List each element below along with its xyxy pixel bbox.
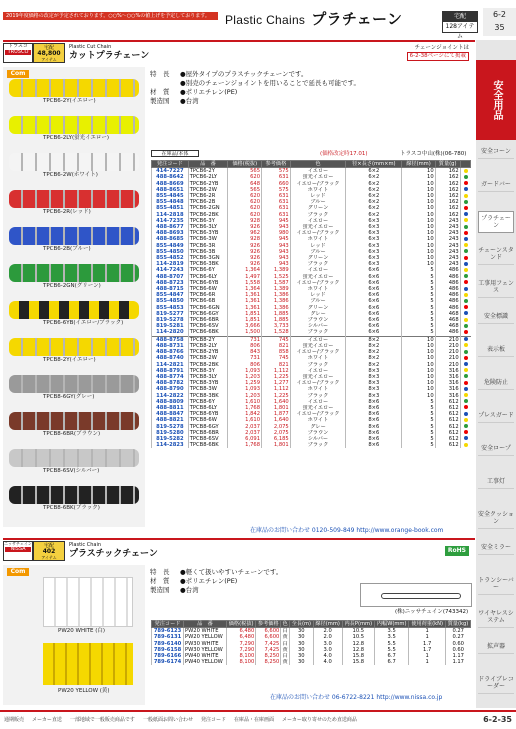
- stock-dot-icon: [464, 381, 468, 385]
- table-row: 855-4850 TPCB6-6B 1,361 1,386 ブルー 6×6 5 486: [152, 298, 471, 304]
- item-code-box-2: 宅配 402 アイテム: [33, 541, 65, 561]
- column-header: 内幅W(mm): [374, 621, 408, 628]
- product-block-trusco: [3, 40, 475, 64]
- table-row: 488-8791 TPCB8-3Y 1,093 1,112 イエロー 8×3 10 316: [152, 368, 471, 374]
- stock-dot-icon: [464, 387, 468, 391]
- nissa-contact: 在庫品のお問い合わせ 06-6722-8221 http://www.nissa.co.jp: [270, 694, 443, 701]
- stock-dot-icon: [464, 324, 468, 328]
- chain-sample-label: TPCB8-6SV(シルバー): [43, 468, 100, 474]
- table-row: 114-2823 TPCB8-6BK 1,768 1,801 ブラック 8×6 5 612: [152, 442, 471, 448]
- sidebar-tab[interactable]: ワイヤレスシステム: [478, 607, 514, 628]
- stock-dot-icon: [464, 318, 468, 322]
- stock-dot-icon: [464, 194, 468, 198]
- yellow-chain-image: [43, 643, 133, 685]
- table-row: 819-5282 TPCB8-6SV 6,091 6,185 シルバー 8×6 5 612: [152, 436, 471, 442]
- table-row: 855-4847 TPCB6-6R 1,361 1,386 レッド 6×6 5 486: [152, 292, 471, 298]
- feature-row: 特 長 ●屋外タイプのプラスチックチェーンです。: [150, 70, 308, 78]
- column-header: 価格(税抜): [227, 621, 256, 628]
- column-header: 価格(税抜): [228, 161, 262, 168]
- stock-dot-icon: [464, 287, 468, 291]
- table-row: 488-8723 TPCB6-6YB 1,558 1,587 イエロー/ブラック 6×6 5 486: [152, 280, 471, 286]
- table-row: 114-2819 TPCB6-3BK 926 943 ブラック 6×3 10 243: [152, 261, 471, 267]
- chain-sample-label: TPCB6-2GN(グリーン): [43, 283, 101, 289]
- sidebar-tab[interactable]: 工事用フェンス: [478, 277, 514, 298]
- stock-dot-icon: [464, 256, 468, 260]
- stock-dot-icon: [464, 243, 468, 247]
- stock-dot-icon: [464, 337, 468, 341]
- stock-dot-icon: [464, 187, 468, 191]
- column-header: 色: [282, 621, 288, 627]
- chain-sample-image: [9, 486, 139, 504]
- table-row: 819-5278 TPCB6-6BR 1,851 1,885 ブラウン 6×6 5 468: [152, 317, 471, 323]
- feature-row: 特 長 ●軽くて扱いやすいチェーンです。: [150, 568, 283, 576]
- stock-dot-icon: [464, 443, 468, 447]
- stock-dot-icon: [464, 249, 468, 253]
- page-number-tab: 6-2 35: [483, 8, 516, 36]
- sidebar-tab[interactable]: ドライブレコーダー: [478, 673, 514, 694]
- table-row: 488-8847 TPCB8-6YB 1,842 1,877 イエロー/ブラック 8×6 5 612: [152, 411, 471, 417]
- chain-sample-image: [9, 79, 139, 97]
- stock-dot-icon: [464, 350, 468, 354]
- chain-sample-image: [9, 227, 139, 245]
- stock-dot-icon: [464, 305, 468, 309]
- sidebar-tab[interactable]: トランシーバー: [478, 574, 514, 595]
- table-row: 114-2820 TPCB6-6BK 1,500 1,528 ブラック 6×6 5 486: [152, 329, 471, 336]
- category-sidebar: [476, 40, 516, 708]
- table-row: 488-8642 TPCB6-2LY 620 631 蛍光イエロー 6×2 10 162: [152, 174, 471, 180]
- table-row: 488-8811 TPCB8-6LY 1,768 1,801 蛍光イエロー 8×6 5 612: [152, 405, 471, 411]
- stock-dot-icon: [464, 418, 468, 422]
- product-title-2: Plastic Chain プラスチックチェーン: [69, 542, 158, 559]
- column-header: 品 番: [188, 161, 228, 168]
- table-row: 855-4850 TPCB6-3B 926 943 ブルー 6×3 10 243: [152, 249, 471, 255]
- stock-dot-icon: [464, 225, 468, 229]
- table-row: 114-2818 TPCB6-2BK 620 631 ブラック 6×2 10 162: [152, 212, 471, 218]
- feature-row: 材 質 ●ポリエチレン(PE): [150, 88, 238, 96]
- nissa-spec-table: [151, 620, 471, 665]
- sidebar-tab[interactable]: 安全コーン: [478, 145, 514, 159]
- rohs-badge: RoHS: [445, 546, 469, 556]
- table-row: 114-2822 TPCB8-3BK 1,203 1,225 ブラック 8×3 10 316: [152, 393, 471, 399]
- stock-dot-icon: [464, 262, 468, 266]
- chain-sample-image: [9, 153, 139, 171]
- table-row: 488-8821 TPCB8-6W 1,610 1,640 ホワイト 8×6 5 612: [152, 417, 471, 423]
- sidebar-tab[interactable]: 拡声器: [478, 640, 514, 654]
- table-row: 855-4853 TPCB6-6GN 1,361 1,386 グリーン 6×6 5 486: [152, 305, 471, 311]
- table-row: 819-5281 TPCB6-6SV 3,666 3,733 シルバー 6×6 5 468: [152, 323, 471, 329]
- column-header: 色: [290, 161, 346, 168]
- stock-dot-icon: [464, 399, 468, 403]
- sidebar-tab[interactable]: 工事灯: [478, 475, 514, 489]
- brand-box: トラスコ TRUSCO: [3, 43, 33, 63]
- item-count-box: 宅配 128アイテム: [442, 11, 478, 33]
- chain-sample-label: TPCB6-6YB(イエロー/ブラック): [43, 320, 124, 326]
- joint-note: チェーンジョイントは 6-2-38ページにて掲載: [407, 45, 475, 61]
- column-header: 発注コード: [152, 621, 184, 628]
- table-row: 819-5278 TPCB8-6GY 2,037 2,075 グレー 8×6 5 612: [152, 424, 471, 430]
- feature-row: 製造国 ●台湾: [150, 97, 199, 105]
- column-header: 質量(kg): [445, 621, 470, 628]
- stock-dot-icon: [464, 175, 468, 179]
- table-row: 488-8669 TPCB6-2YB 648 660 イエロー/ブラック 6×2 10 162: [152, 181, 471, 187]
- chain-sample-label: TPCB6-2B(ブルー): [43, 246, 91, 252]
- table-row: 855-4849 TPCB6-3R 926 943 レッド 6×3 10 243: [152, 243, 471, 249]
- stock-dot-icon: [464, 299, 468, 303]
- column-header: 使用荷重(kN): [409, 621, 446, 628]
- column-header: 径×長さ(mm×m): [346, 161, 402, 168]
- sidebar-heading: 安全用品: [476, 60, 516, 140]
- table-row: 488-8731 TPCB8-2LY 806 821 蛍光イエロー 8×2 10 210: [152, 343, 471, 349]
- chain-link-diagram: [381, 593, 461, 599]
- sidebar-tab[interactable]: チェーンスタンド: [478, 244, 514, 265]
- feature-row: 材 質 ●ポリエチレン(PE): [150, 577, 238, 585]
- chain-sample-image: [9, 449, 139, 467]
- product-block-nissa: [3, 538, 475, 562]
- stock-dot-icon: [464, 280, 468, 284]
- product-title: Plastic Cut Chain カットプラチェーン: [69, 44, 150, 61]
- sidebar-tab[interactable]: プラチェーン: [478, 211, 514, 233]
- stock-dot-icon: [464, 169, 468, 173]
- table-row: 488-8782 TPCB8-3YB 1,259 1,277 イエロー/ブラック 8×3 10 316: [152, 380, 471, 386]
- chain-photo-panel-2: [3, 565, 145, 705]
- com-badge: Com: [7, 70, 29, 78]
- table-row: 789-6174 PW40 YELLOW 8,100 8,250 黄 30 4.0 15.8 6.7 1 1.17: [152, 659, 471, 665]
- chain-sample-image: [9, 412, 139, 430]
- stock-dot-icon: [464, 374, 468, 378]
- chain-sample-label: TPCB8-2Y(イエロー): [43, 357, 96, 363]
- feature-row: 製造国 ●台湾: [150, 586, 199, 594]
- table-row: 488-8685 TPCB6-3W 928 945 ホワイト 6×3 10 243: [152, 236, 471, 242]
- header-title: Plastic Chains プラチェーン: [225, 11, 403, 28]
- sidebar-tab[interactable]: 表示板: [478, 343, 514, 357]
- table-row: 855-4851 TPCB6-2GN 620 631 グリーン 6×2 10 162: [152, 205, 471, 211]
- tel-note: トラスコ中山(株)(06-780): [400, 151, 467, 157]
- feature-list: [150, 70, 470, 106]
- price-notice-banner: 2019年度価格の改定が予定されております。○○%〜○○%の値上げを予定しております。: [3, 12, 218, 20]
- column-header: 全長(m): [289, 621, 313, 628]
- table-row: 488-8766 TPCB8-2YB 843 858 イエロー/ブラック 8×2 10 210: [152, 349, 471, 355]
- table-row: 488-8693 TPCB6-3YB 962 980 イエロー/ブラック 6×3 10 243: [152, 230, 471, 236]
- table-row: 488-8651 TPCB6-2W 565 575 ホワイト 6×2 10 162: [152, 187, 471, 193]
- stock-dot-icon: [464, 405, 468, 409]
- stock-dot-icon: [464, 293, 468, 297]
- feature-list-2: [150, 568, 350, 595]
- table-row: 789-6131 PW20 YELLOW 6,480 6,600 黄 30 2.0 10.5 3.5 1 0.27: [152, 634, 471, 640]
- block-header-2: [3, 540, 475, 562]
- stock-dot-icon: [464, 356, 468, 360]
- table-row: 819-5277 TPCB6-6GY 1,851 1,885 グレー 6×6 5 468: [152, 311, 471, 317]
- stock-dot-icon: [464, 330, 468, 334]
- chain-sample-image: [9, 301, 139, 319]
- table-row: 488-8774 TPCB8-3LY 1,203 1,225 蛍光イエロー 8×3 10 316: [152, 374, 471, 380]
- table-row: 488-8809 TPCB8-6Y 1,610 1,640 イエロー 8×6 5 612: [152, 399, 471, 405]
- chain-sample-image: [9, 338, 139, 356]
- com-badge-2: Com: [7, 568, 29, 576]
- trusco-spec-table: [151, 160, 471, 448]
- stock-dot-icon: [464, 368, 468, 372]
- stock-dot-icon: [464, 311, 468, 315]
- column-header: 質量(g): [435, 161, 460, 168]
- table-row: 488-8790 TPCB8-3W 1,093 1,112 ホワイト 8×3 10 316: [152, 386, 471, 392]
- chain-sample-label: TPCB6-2Y(イエロー): [43, 98, 96, 104]
- column-header: 線径(mm): [313, 621, 342, 628]
- feature-row: ●別売のチェーンジョイントを用いることで延長も可能です。: [180, 79, 361, 87]
- chain-sample-label: TPCB6-2LY(蛍光イエロー): [43, 135, 110, 141]
- stock-dot-icon: [464, 181, 468, 185]
- table-row: 488-8677 TPCB6-3LY 926 943 蛍光イエロー 6×3 10 243: [152, 224, 471, 230]
- yellow-chain-label: PW20 YELLOW (黄): [58, 688, 110, 694]
- chain-sample-image: [9, 264, 139, 282]
- stock-dot-icon: [464, 237, 468, 241]
- table-row: 488-8758 TPCB8-2Y 731 745 イエロー 8×2 10 210: [152, 336, 471, 343]
- block-header: [3, 42, 475, 64]
- stock-dot-icon: [464, 218, 468, 222]
- table-row: 789-6158 PW30 YELLOW 7,290 7,425 黄 30 3.0 12.8 5.5 1.7 0.60: [152, 647, 471, 653]
- chain-sample-image: [9, 190, 139, 208]
- table-row: 855-4848 TPCB6-2B 620 631 ブルー 6×2 10 162: [152, 199, 471, 205]
- table-row: 414-7243 TPCB6-6Y 1,364 1,389 イエロー 6×6 5 486: [152, 267, 471, 273]
- chain-diagram: [360, 583, 472, 607]
- table-row: 855-4845 TPCB6-2R 620 631 レッド 6×2 10 162: [152, 193, 471, 199]
- table-row: 488-8707 TPCB6-6LY 1,497 1,525 蛍光イエロー 6×6 5 486: [152, 274, 471, 280]
- sidebar-tab[interactable]: 安全標識: [478, 310, 514, 324]
- stock-dot-icon: [464, 268, 468, 272]
- table-row: 789-6140 PW30 WHITE 7,290 7,425 白 30 3.0 12.8 5.5 1.7 0.60: [152, 641, 471, 647]
- sidebar-tab[interactable]: ガードバー: [478, 178, 514, 192]
- stock-dot-icon: [464, 231, 468, 235]
- trusco-contact: 在庫品のお問い合わせ 0120-509-849 http://www.orange-book.com: [250, 527, 444, 534]
- stock-dot-icon: [464, 393, 468, 397]
- white-chain-label: PW20 WHITE (白): [58, 628, 106, 634]
- stock-dot-icon: [464, 436, 468, 440]
- chain-sample-label: TPCB8-6BK(ブラック): [43, 505, 100, 511]
- column-header: 品 番: [184, 621, 227, 628]
- chain-photo-panel: [3, 67, 145, 527]
- column-header: [460, 161, 470, 168]
- stock-dot-icon: [464, 430, 468, 434]
- sidebar-tab[interactable]: 危険防止: [478, 376, 514, 390]
- stock-dot-icon: [464, 424, 468, 428]
- stock-dot-icon: [464, 206, 468, 210]
- table-row: 114-2821 TPCB8-2BK 806 821 ブラック 8×2 10 210: [152, 362, 471, 368]
- table-row: 789-6123 PW20 WHITE 6,480 6,600 白 30 2.0 10.5 3.5 1 0.27: [152, 628, 471, 635]
- table-row: 819-5280 TPCB8-6BR 2,037 2,075 ブラウン 8×6 5 612: [152, 430, 471, 436]
- chain-sample-label: TPCB8-6GY(グレー): [43, 394, 95, 400]
- column-header: 内長P(mm): [342, 621, 374, 628]
- stock-dot-icon: [464, 200, 468, 204]
- maker-note: (株)ニッサチェイン(743342): [395, 609, 469, 615]
- sidebar-tab[interactable]: 安全ミラー: [478, 541, 514, 555]
- stock-dot-icon: [464, 362, 468, 366]
- stock-dot-icon: [464, 212, 468, 216]
- table-row: 488-8715 TPCB6-6W 1,364 1,389 ホワイト 6×6 5 486: [152, 286, 471, 292]
- stock-note: 在庫品/本体: [151, 150, 199, 157]
- price-revision-note: (価格改定時17.01): [320, 151, 368, 157]
- stock-dot-icon: [464, 274, 468, 278]
- chain-sample-label: TPCB6-2R(レッド): [43, 209, 91, 215]
- sidebar-tab[interactable]: 安全クッション: [478, 508, 514, 529]
- chain-sample-image: [9, 375, 139, 393]
- sidebar-tab[interactable]: 安全ロープ: [478, 442, 514, 456]
- table-row: 789-6166 PW40 WHITE 8,100 8,250 白 30 4.0 15.8 6.7 1 1.17: [152, 653, 471, 659]
- trusco-logo: TRUSCO: [5, 50, 31, 55]
- column-header: 発注コード: [152, 161, 189, 168]
- table-row: 488-8740 TPCB8-2W 731 745 ホワイト 8×2 10 210: [152, 355, 471, 361]
- column-header: 参考価格: [256, 621, 281, 628]
- nissa-logo: NISSA: [5, 547, 31, 552]
- brand-box-2: ニッサチェイン NISSA: [3, 541, 33, 561]
- chain-sample-label: TPCB8-6BR(ブラウン): [43, 431, 101, 437]
- column-header: 線径(mm): [402, 161, 435, 168]
- stock-dot-icon: [464, 412, 468, 416]
- sidebar-tab[interactable]: プレスガード: [478, 409, 514, 423]
- table-row: 414-7235 TPCB6-3Y 928 945 イエロー 6×3 10 243: [152, 218, 471, 224]
- column-header: 参考価格: [262, 161, 291, 168]
- page-footer: 通期販売 メーカー直送 一部地域で一般販売商品です 一般紙面お問い合わせ 発注コード 在庫品・在庫画面 メーカー取り寄せのため直送商品 6-2-35: [0, 710, 516, 729]
- white-chain-image: [43, 577, 133, 627]
- item-code-box: 宅配 48,800 アイテム: [33, 43, 65, 63]
- stock-dot-icon: [464, 343, 468, 347]
- chain-sample-image: [9, 116, 139, 134]
- chain-sample-label: TPCB6-2W(ホワイト): [43, 172, 98, 178]
- page-header: [0, 0, 516, 40]
- table-row: 855-4852 TPCB6-3GN 926 943 グリーン 6×3 10 243: [152, 255, 471, 261]
- table-row: 414-7227 TPCB6-2Y 565 575 イエロー 6×2 10 162: [152, 168, 471, 175]
